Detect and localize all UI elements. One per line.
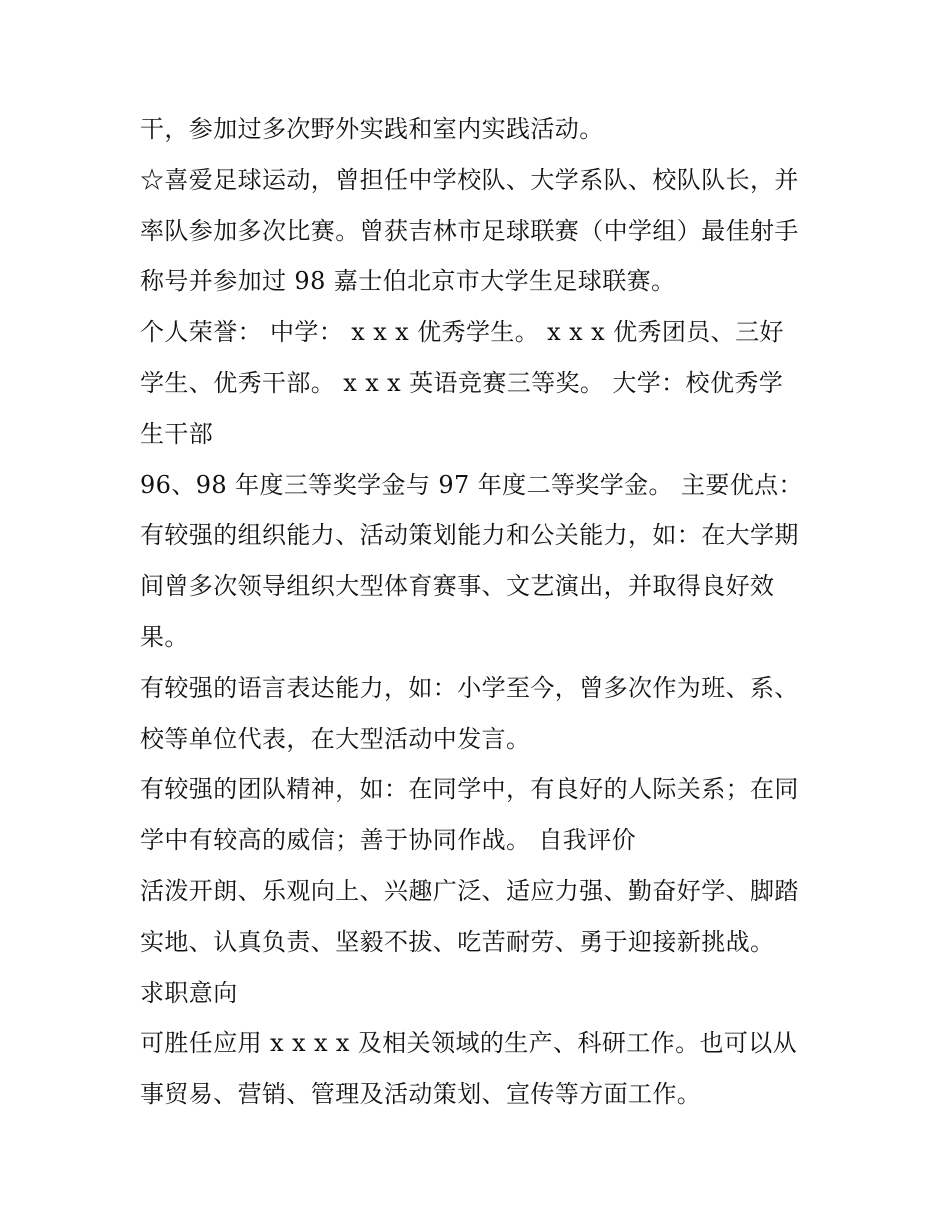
- text-line-08: 96、98 年度三等奖学金与 97 年度二等奖学金。 主要优点：: [140, 470, 803, 499]
- text-line-09: 有较强的组织能力、活动策划能力和公关能力，如：在大学期: [140, 521, 799, 550]
- text-line-18: 求职意向: [140, 978, 238, 1007]
- text-line-12: 有较强的语言表达能力，如：小学至今，曾多次作为班、系、: [140, 673, 799, 702]
- text-line-20: 事贸易、营销、管理及活动策划、宣传等方面工作。: [140, 1080, 702, 1109]
- text-line-07: 生干部: [140, 419, 214, 448]
- text-line-10: 间曾多次领导组织大型体育赛事、文艺演出，并取得良好效: [140, 572, 775, 601]
- text-line-15: 学中有较高的威信；善于协同作战。 自我评价: [140, 826, 637, 855]
- text-line-13: 校等单位代表，在大型活动中发言。: [140, 724, 531, 753]
- document-body: [140, 104, 830, 1120]
- text-line-14: 有较强的团队精神，如：在同学中，有良好的人际关系；在同: [140, 775, 799, 804]
- text-line-19: 可胜任应用 x x x x 及相关领域的生产、科研工作。也可以从: [140, 1029, 798, 1058]
- text-line-17: 实地、认真负责、坚毅不拔、吃苦耐劳、勇于迎接新挑战。: [140, 927, 775, 956]
- text-line-02: ☆喜爱足球运动，曾担任中学校队、大学系队、校队队长，并: [140, 165, 799, 194]
- text-line-16: 活泼开朗、乐观向上、兴趣广泛、适应力强、勤奋好学、脚踏: [140, 876, 799, 905]
- text-line-03: 率队参加多次比赛。曾获吉林市足球联赛（中学组）最佳射手: [140, 216, 799, 245]
- text-line-05: 个人荣誉： 中学： x x x 优秀学生。 x x x 优秀团员、三好: [140, 318, 784, 347]
- text-line-11: 果。: [140, 622, 189, 651]
- text-line-06: 学生、优秀干部。 x x x 英语竞赛三等奖。 大学：校优秀学: [140, 368, 784, 397]
- text-line-01: 干，参加过多次野外实践和室内实践活动。: [140, 115, 604, 143]
- text-line-04: 称号并参加过 98 嘉士伯北京市大学生足球联赛。: [140, 267, 676, 296]
